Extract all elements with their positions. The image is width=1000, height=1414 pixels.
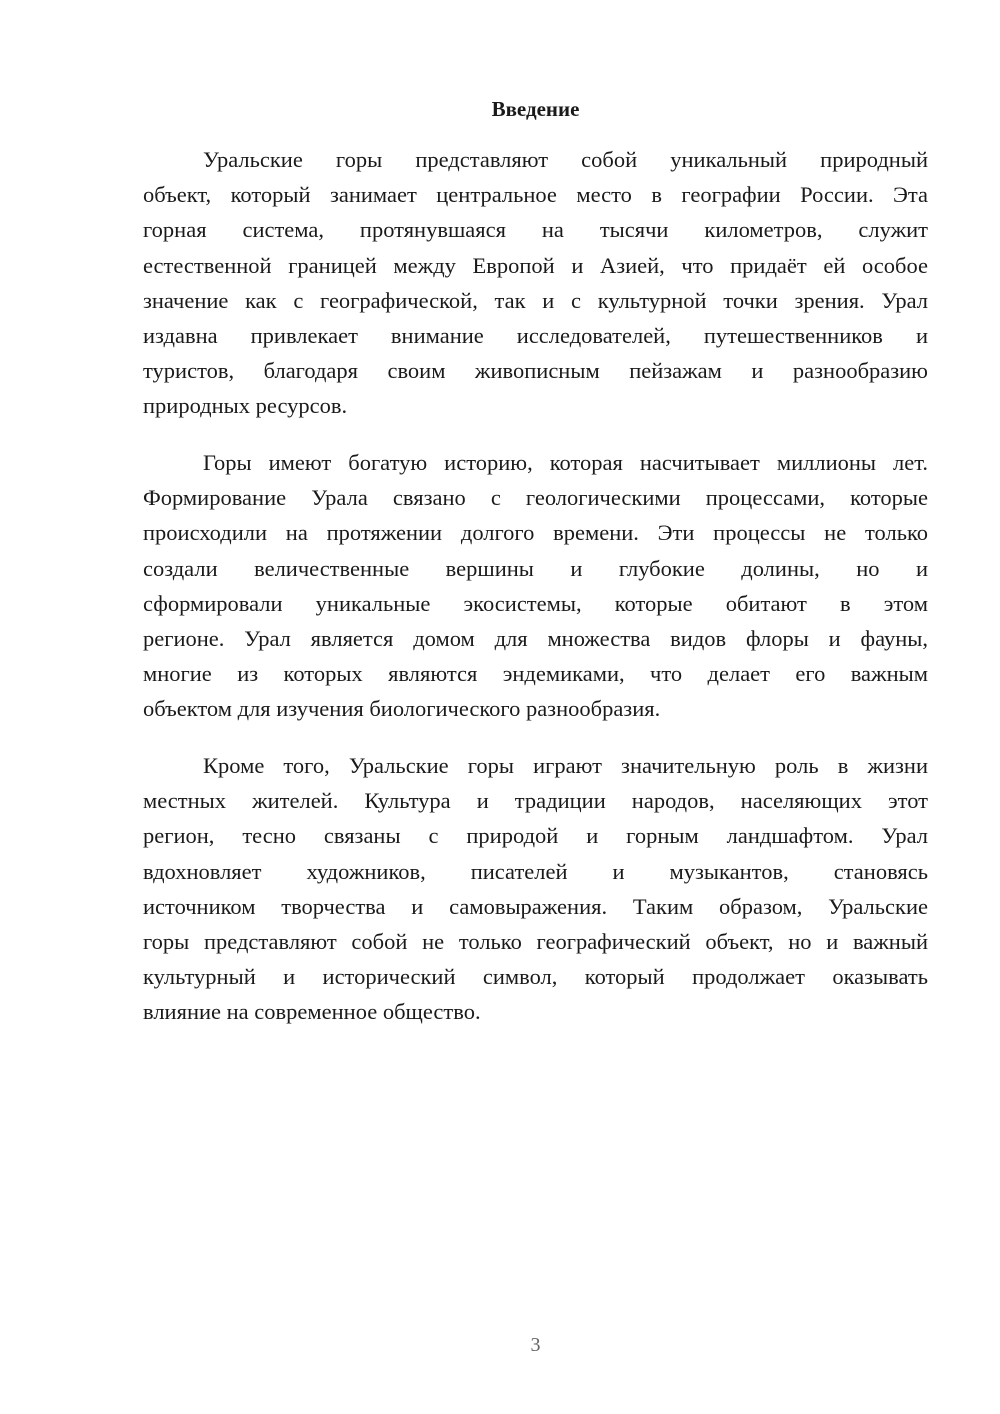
text-line: источником творчества и самовыражения. Таким образом, Уральские — [143, 893, 928, 919]
text-line: вдохновляет художников, писателей и музыкантов, становясь — [143, 858, 928, 884]
paragraph-2 — [143, 445, 928, 727]
text-line: значение как с географической, так и с культурной точки зрения. Урал — [143, 287, 928, 313]
text-line: горы представляют собой не только географический объект, но и важный — [143, 928, 928, 954]
text-line: природных ресурсов. — [143, 393, 348, 419]
text-line: сформировали уникальные экосистемы, которые обитают в этом — [143, 590, 928, 616]
paragraph-1 — [143, 142, 928, 424]
text-line: издавна привлекает внимание исследователей, путешественников и — [143, 322, 928, 348]
text-line: горная система, протянувшаяся на тысячи километров, служит — [143, 217, 928, 243]
text-line: культурный и исторический символ, который продолжает оказывать — [143, 964, 928, 990]
text-line: регион, тесно связаны с природой и горным ландшафтом. Урал — [143, 823, 928, 849]
text-line: Кроме того, Уральские горы играют значительную роль в жизни — [203, 753, 928, 778]
text-line: Формирование Урала связано с геологическими процессами, которые — [143, 485, 928, 511]
page-title: Введение — [491, 97, 580, 121]
text-line: туристов, благодаря своим живописным пейзажам и разнообразию — [143, 358, 928, 384]
text-line: влияние на современное общество. — [143, 999, 481, 1025]
text-line: естественной границей между Европой и Азией, что придаёт ей особое — [143, 252, 928, 278]
text-line: многие из которых являются эндемиками, что делает его важным — [143, 661, 928, 687]
text-line: объект, который занимает центральное место в географии России. Эта — [143, 182, 928, 208]
text-line: объектом для изучения биологического разнообразия. — [143, 696, 661, 722]
text-line: Уральские горы представляют собой уникальный природный — [203, 147, 928, 172]
page-number: 3 — [530, 1334, 541, 1356]
paragraph-3 — [143, 748, 928, 1030]
text-line: Горы имеют богатую историю, которая насчитывает миллионы лет. — [203, 450, 928, 475]
text-line: создали величественные вершины и глубокие долины, но и — [143, 555, 928, 581]
text-line: регионе. Урал является домом для множества видов флоры и фауны, — [143, 625, 928, 651]
text-line: местных жителей. Культура и традиции народов, населяющих этот — [143, 788, 928, 814]
text-line: происходили на протяжении долгого времени. Эти процессы не только — [143, 520, 928, 546]
